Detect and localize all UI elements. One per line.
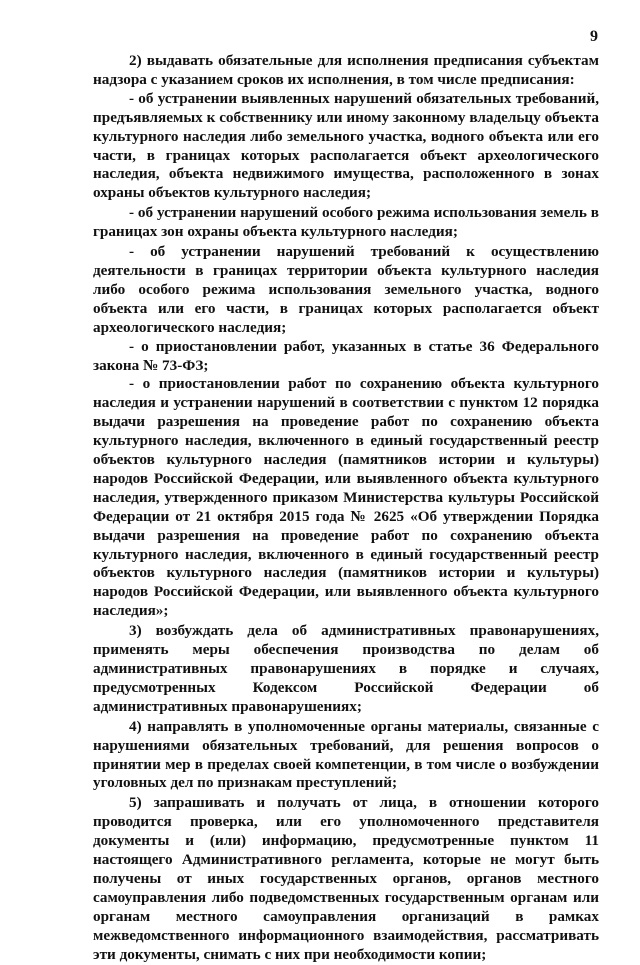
paragraph-prescription-suspension: - о приостановлении работ, указанных в статье 36 Федерального закона № 73-ФЗ; (93, 337, 599, 374)
paragraph-prescription-land-use: - об устранении нарушений особого режима использования земель в границах зон охраны объекта культурного наследия; (93, 204, 599, 241)
paragraph-prescription-violations: - об устранении выявленных нарушений обязательных требований, предъявляемых к собственнику или иному законному владельцу объекта культурного наследия либо земельного участка, водного объекта или его части, в границах которых располагается объект археологического наследия, объекта недвижимого имущества, расположенного в зонах охраны объектов культурного наследия; (93, 89, 599, 202)
page-number: 9 (590, 28, 598, 45)
document-body (93, 52, 599, 965)
paragraph-item-4: 4) направлять в уполномоченные органы материалы, связанные с нарушениями обязательных требований, для решения вопросов о принятии мер в пределах своей компетенции, в том числе о возбуждении уголовных дел по признакам преступлений; (93, 717, 599, 792)
paragraph-prescription-activity: - об устранении нарушений требований к осуществлению деятельности в границах территории объекта культурного наследия либо особого режима использования земельного участка, водного объекта или его части, в границах которых располагается объект археологического наследия; (93, 243, 599, 336)
paragraph-prescription-preservation-works: - о приостановлении работ по сохранению объекта культурного наследия и устранении нарушений в соответствии с пунктом 12 порядка выдачи разрешения на проведение работ по сохранению объекта культурного наследия, включенного в единый государственный реестр объектов культурного наследия (памятников истории и культуры) народов Российской Федерации, или выявленного объекта культурного наследия, утвержденного приказом Министерства культуры Российской Федерации от 21 октября 2015 года № 2625 «Об утверждении Порядка выдачи разрешения на проведение работ по сохранению объекта культурного наследия, включенного в единый государственный реестр объектов культурного наследия (памятников истории и культуры) народов Российской Федерации, или выявленного объекта культурного наследия»; (93, 375, 599, 620)
paragraph-item-5: 5) запрашивать и получать от лица, в отношении которого проводится проверка, или его уполномоченного представителя документы и (или) информацию, предусмотренные пунктом 11 настоящего Административного регламента, которые не могут быть получены от иных государственных органов, органов местного самоуправления либо подведомственных государственным органам или органам местного самоуправления организаций в рамках межведомственного информационного взаимодействия, рассматривать эти документы, снимать с них при необходимости копии; (93, 794, 599, 963)
paragraph-item-3: 3) возбуждать дела об административных правонарушениях, применять меры обеспечения производства по делам об административных правонарушениях в порядке и случаях, предусмотренных Кодексом Российской Федерации об административных правонарушениях; (93, 622, 599, 715)
paragraph-item-2: 2) выдавать обязательные для исполнения предписания субъектам надзора с указанием сроков их исполнения, в том числе предписания: (93, 52, 599, 88)
